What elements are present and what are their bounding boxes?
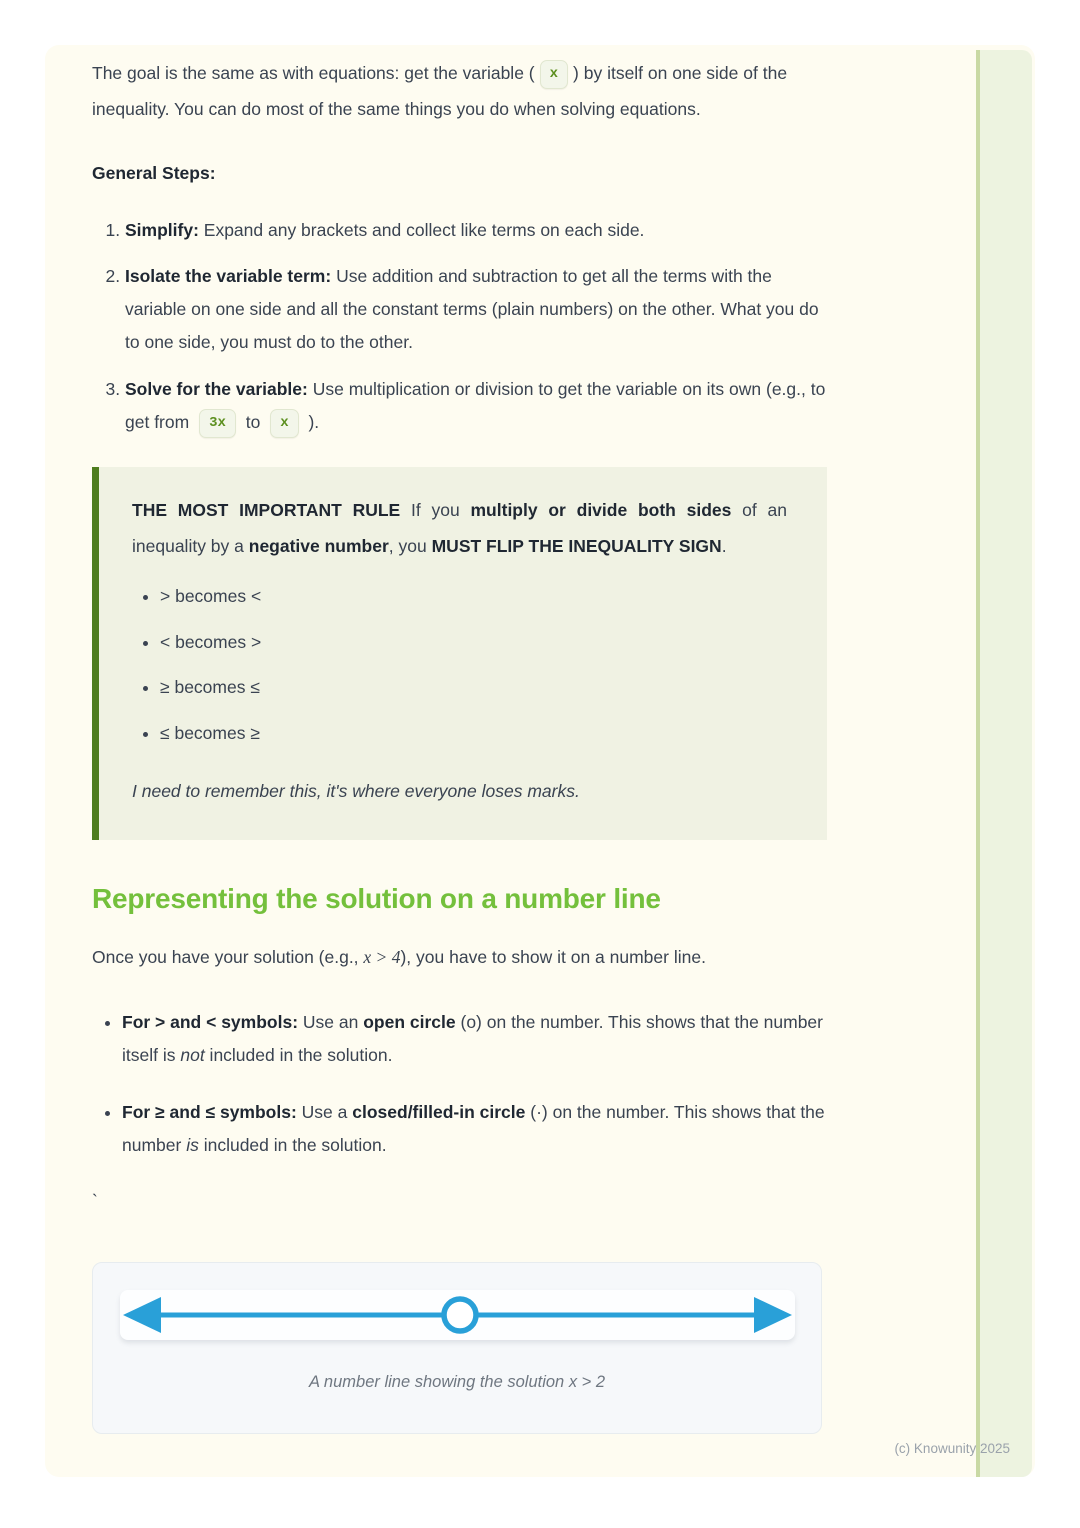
sign-flip-rule: • ≤ becomes ≥ [160, 718, 787, 749]
closed-rule-bold-2: closed/filled-in circle [352, 1102, 526, 1123]
sign-flip-rule: • < becomes > [160, 627, 787, 658]
circle-rules-list [92, 1006, 827, 1163]
step-item-1 [125, 214, 827, 247]
step-item-3 [125, 373, 827, 440]
section-text-post: ), you have to show it on a number line. [400, 946, 706, 967]
rule-bold-4: MUST FLIP THE INEQUALITY SIGN [431, 536, 722, 556]
open-rule-text-1: Use an [298, 1011, 364, 1032]
rule-bold-2: multiply or divide both sides [470, 500, 732, 521]
step-2-bold: Isolate the variable term: [125, 265, 332, 286]
rule-title: THE MOST IMPORTANT RULE [132, 500, 401, 521]
section-heading: Representing the solution on a number line [92, 883, 661, 915]
rule-text-1: If you [400, 500, 471, 521]
code-text: x [549, 66, 559, 82]
rule-bold-3: negative number [248, 536, 389, 556]
step-3-text: Use multiplication or division to get the variable on its own (e.g., to get from [125, 378, 826, 432]
right-arrow-icon [754, 1297, 792, 1333]
open-circle-marker [444, 1299, 476, 1331]
step-3-text-2: to [240, 411, 266, 432]
number-line-graphic [120, 1290, 795, 1340]
sign-flip-rule: • ≥ becomes ≤ [160, 672, 787, 703]
document-content [92, 45, 827, 1434]
step-2-text: Use addition and subtraction to get all the terms with the variable on one side and all the constant terms (plain numbers) on the other. What you do to one side, you must do to the other. [125, 265, 819, 353]
rule-text-3: , you [388, 536, 432, 556]
steps-list [92, 214, 827, 440]
rule-paragraph [132, 493, 787, 565]
figure-caption: A number line showing the solution x > 2 [308, 1373, 606, 1392]
rule-text-4: . [721, 536, 727, 556]
open-rule-text-3: included in the solution. [204, 1044, 393, 1065]
closed-circle-rule [122, 1096, 827, 1163]
section-text-pre: Once you have your solution (e.g., [92, 946, 364, 967]
sign-flip-list [132, 581, 787, 749]
open-rule-bold-1: For > and < symbols: [122, 1011, 299, 1032]
open-rule-text-2: (o) on the number. This shows that the number itself is [122, 1011, 823, 1065]
copyright-notice: (c) Knowunity 2025 [894, 1441, 1010, 1456]
stray-backtick: ` [92, 1190, 98, 1211]
closed-rule-italic: is [186, 1135, 199, 1156]
closed-rule-text-2: (·) on the number. This shows that the number [122, 1102, 825, 1156]
step-1-bold: Simplify: [125, 219, 199, 240]
closed-rule-text-1: Use a [296, 1102, 353, 1123]
open-rule-bold-2: open circle [363, 1011, 456, 1032]
inline-code-3x: 3x [199, 409, 236, 438]
step-3-text-3: ). [303, 411, 320, 432]
sign-flip-rule: • > becomes < [160, 581, 787, 612]
intro-paragraph [92, 56, 827, 128]
inline-code-x-2: x [270, 409, 298, 438]
inline-math-x-gt-4: x > 4 [363, 946, 401, 967]
intro-text-post: ) by itself on one side of the inequality. You can do most of the same things you do when solving equations. [92, 63, 788, 119]
intro-text-pre: The goal is the same as with equations: get the variable ( [92, 63, 535, 83]
number-line-strip [120, 1290, 795, 1340]
number-line-figure [92, 1262, 822, 1434]
document-page [45, 45, 1035, 1477]
step-1-text: Expand any brackets and collect like terms on each side. [198, 219, 645, 240]
important-rule-callout [92, 467, 827, 840]
closed-rule-bold-1: For ≥ and ≤ symbols: [122, 1102, 297, 1123]
step-item-2 [125, 260, 827, 360]
closed-rule-text-3: included in the solution. [198, 1135, 387, 1156]
inline-code-x [540, 60, 568, 89]
left-arrow-icon [123, 1297, 161, 1333]
general-steps-heading: General Steps: [92, 162, 216, 183]
step-3-bold: Solve for the variable: [125, 378, 308, 399]
section-paragraph [92, 940, 827, 976]
personal-note: I need to remember this, it's where everyone loses marks. [132, 781, 580, 802]
decorative-side-strip [976, 50, 1032, 1477]
open-rule-italic: not [180, 1044, 205, 1065]
rule-text-2: of an inequality by a [132, 500, 787, 556]
open-circle-rule [122, 1006, 827, 1073]
